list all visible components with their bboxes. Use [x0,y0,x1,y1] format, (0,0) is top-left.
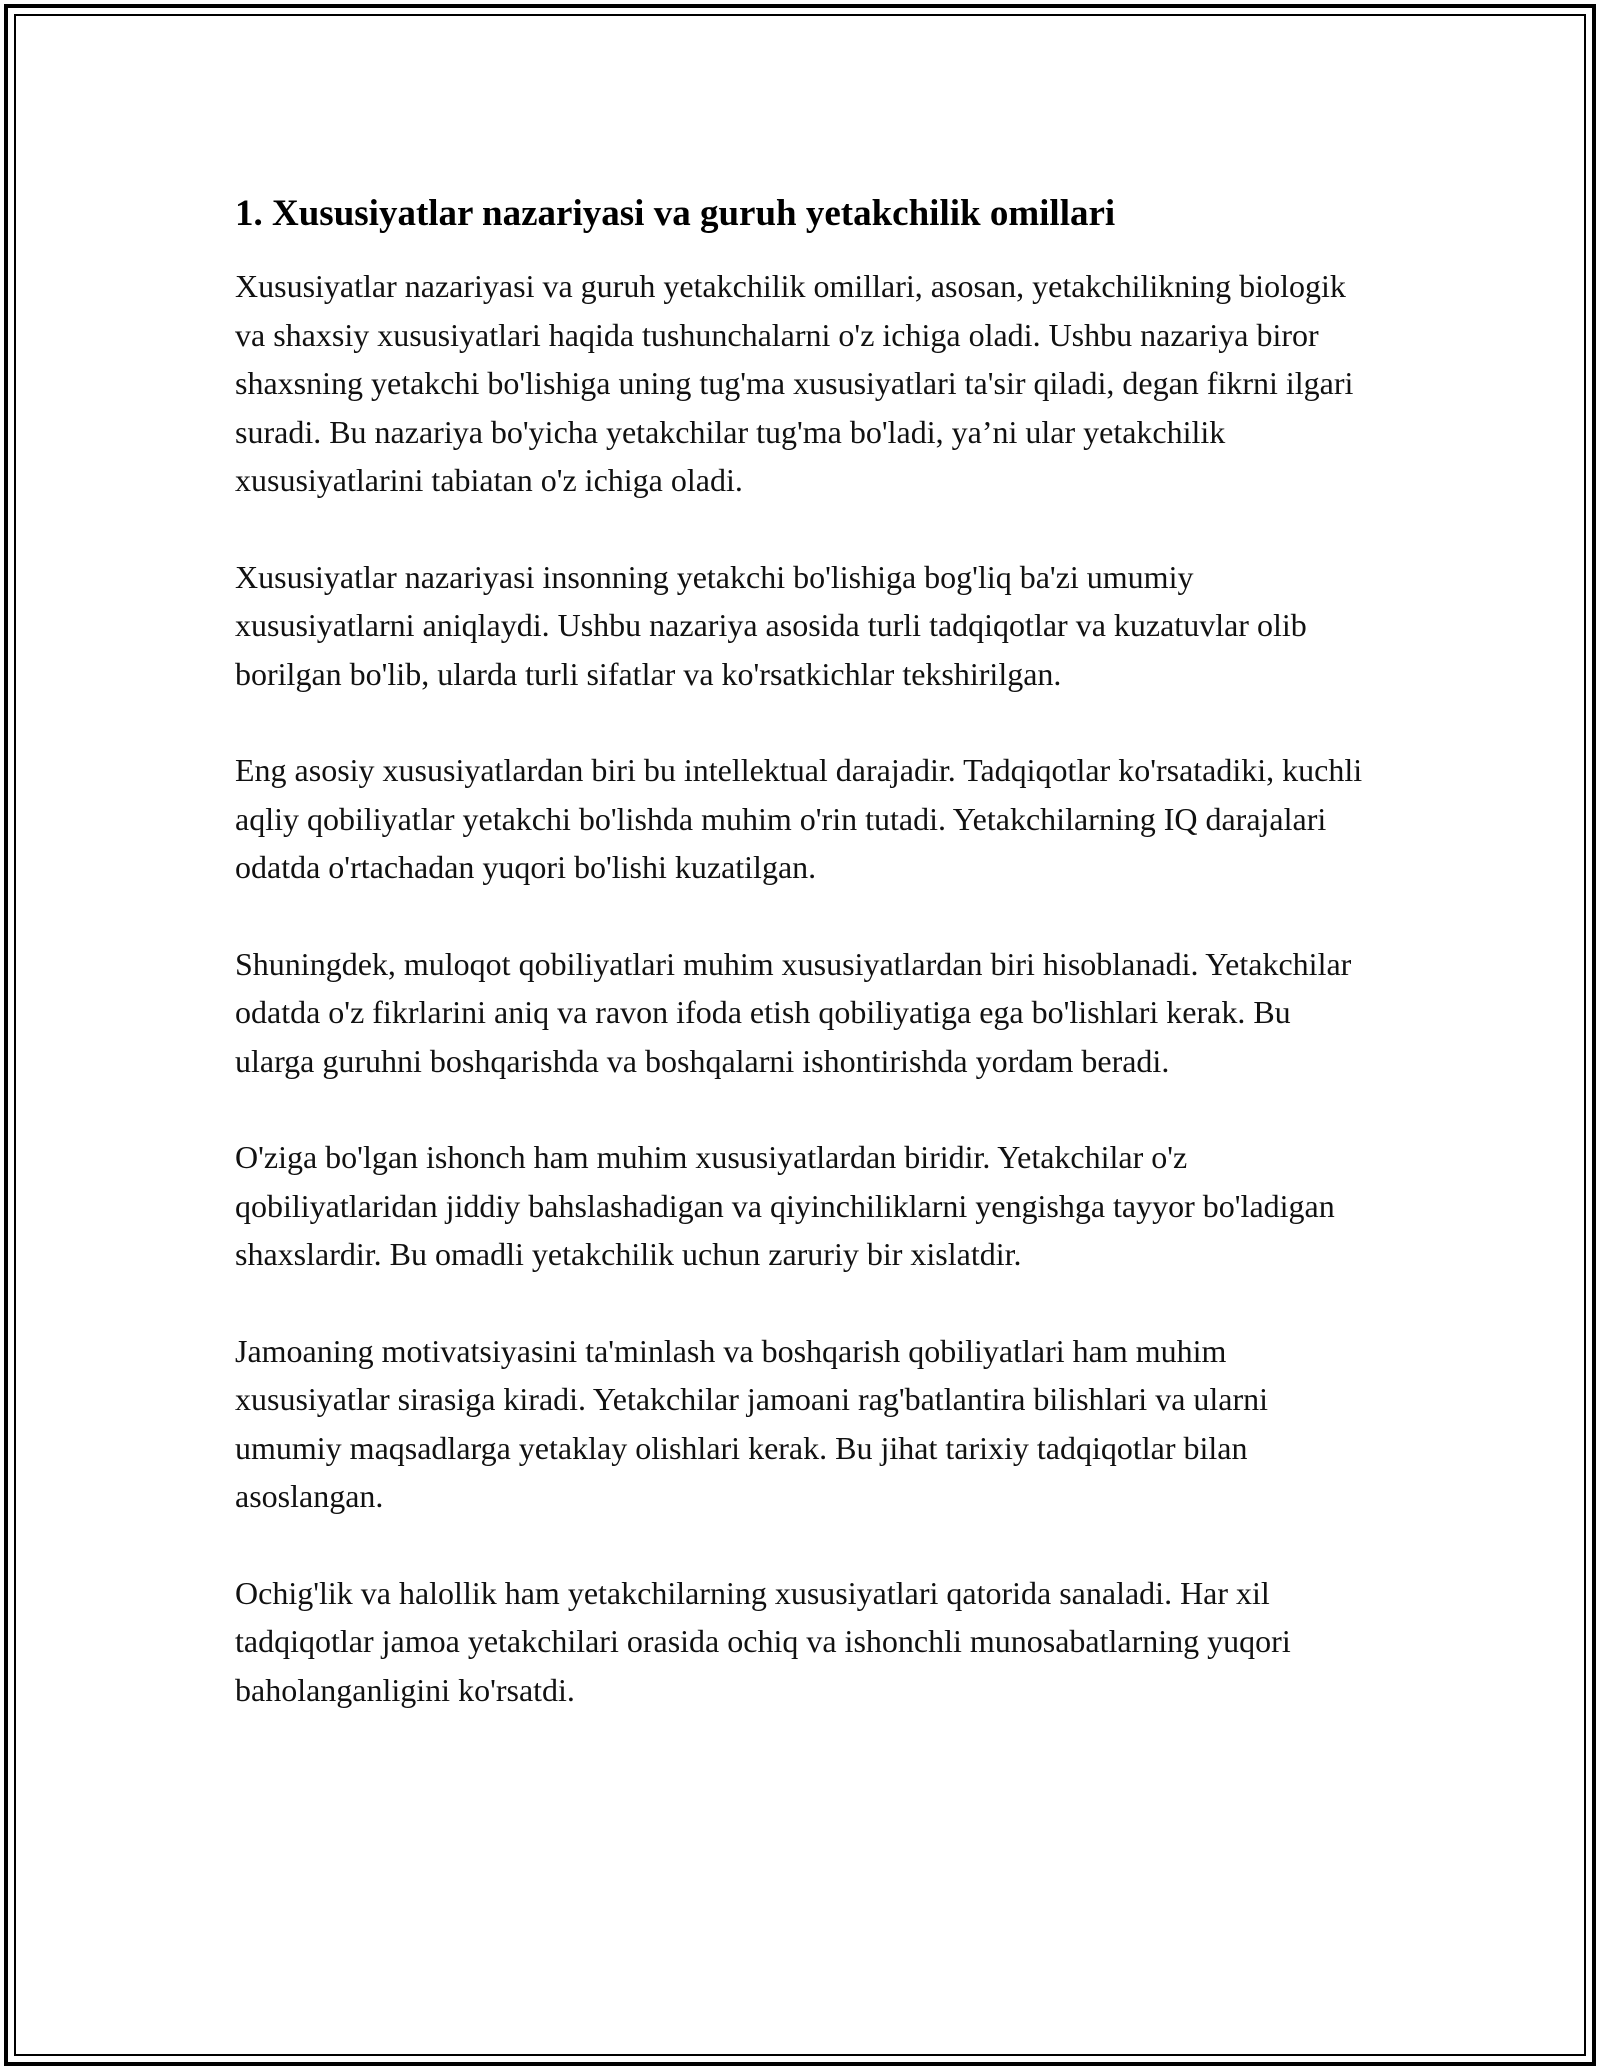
paragraph-7: Ochig'lik va halollik ham yetakchilarning xususiyatlari qatorida sanaladi. Har xil tadqiqotlar jamoa yetakchilari orasida ochiq va ishonchli munosabatlarning yuqori baholanganligini ko'rsatdi. [235,1574,1291,1708]
paragraph-2: Xususiyatlar nazariyasi insonning yetakchi bo'lishiga bog'liq ba'zi umumiy xususiyatlarni aniqlaydi. Ushbu nazariya asosida turli tadqiqotlar va kuzatuvlar olib borilgan bo'lib, ularda turli sifatlar va ko'rsatkichlar tekshirilgan. [235,558,1307,692]
paragraph-1: Xususiyatlar nazariyasi va guruh yetakchilik omillari, asosan, yetakchilikning biologik va shaxsiy xususiyatlari haqida tushunchalarni o'z ichiga oladi. Ushbu nazariya biror shaxsning yetakchi bo'lishiga uning tug'ma xususiyatlari ta'sir qiladi, degan fikrni ilgari suradi. Bu nazariya bo'yicha yetakchilar tug'ma bo'ladi, ya’ni ular yetakchilik xususiyatlarini tabiatan o'z ichiga oladi. [235,268,1354,498]
paragraph-6: Jamoaning motivatsiyasini ta'minlash va boshqarish qobiliyatlari ham muhim xususiyatlar sirasiga kiradi. Yetakchilar jamoani rag'batlantira bilishlari va ularni umumiy maqsadlarga yetaklay olishlari kerak. Bu jihat tarixiy tadqiqotlar bilan asoslangan. [235,1332,1269,1514]
document-body [235,188,1365,1762]
paragraph-5: O'ziga bo'lgan ishonch ham muhim xususiyatlardan biridir. Yetakchilar o'z qobiliyatlaridan jiddiy bahslashadigan va qiyinchiliklarni yengishga tayyor bo'ladigan shaxslardir. Bu omadli yetakchilik uchun zaruriy bir xislatdir. [235,1139,1335,1272]
paragraph-4: Shuningdek, muloqot qobiliyatlari muhim xususiyatlardan biri hisoblanadi. Yetakchilar odatda o'z fikrlarini aniq va ravon ifoda etish qobiliyatiga ega bo'lishlari kerak. Bu ularga guruhni boshqarishda va boshqalarni ishontirishda yordam beradi. [235,945,1352,1079]
paragraph-3: Eng asosiy xususiyatlardan biri bu intellektual darajadir. Tadqiqotlar ko'rsatadiki, kuchli aqliy qobiliyatlar yetakchi bo'lishda muhim o'rin tutadi. Yetakchilarning IQ darajalari odatda o'rtachadan yuqori bo'lishi kuzatilgan. [235,752,1363,885]
document-title: 1. Xususiyatlar nazariyasi va guruh yetakchilik omillari [235,193,1116,234]
